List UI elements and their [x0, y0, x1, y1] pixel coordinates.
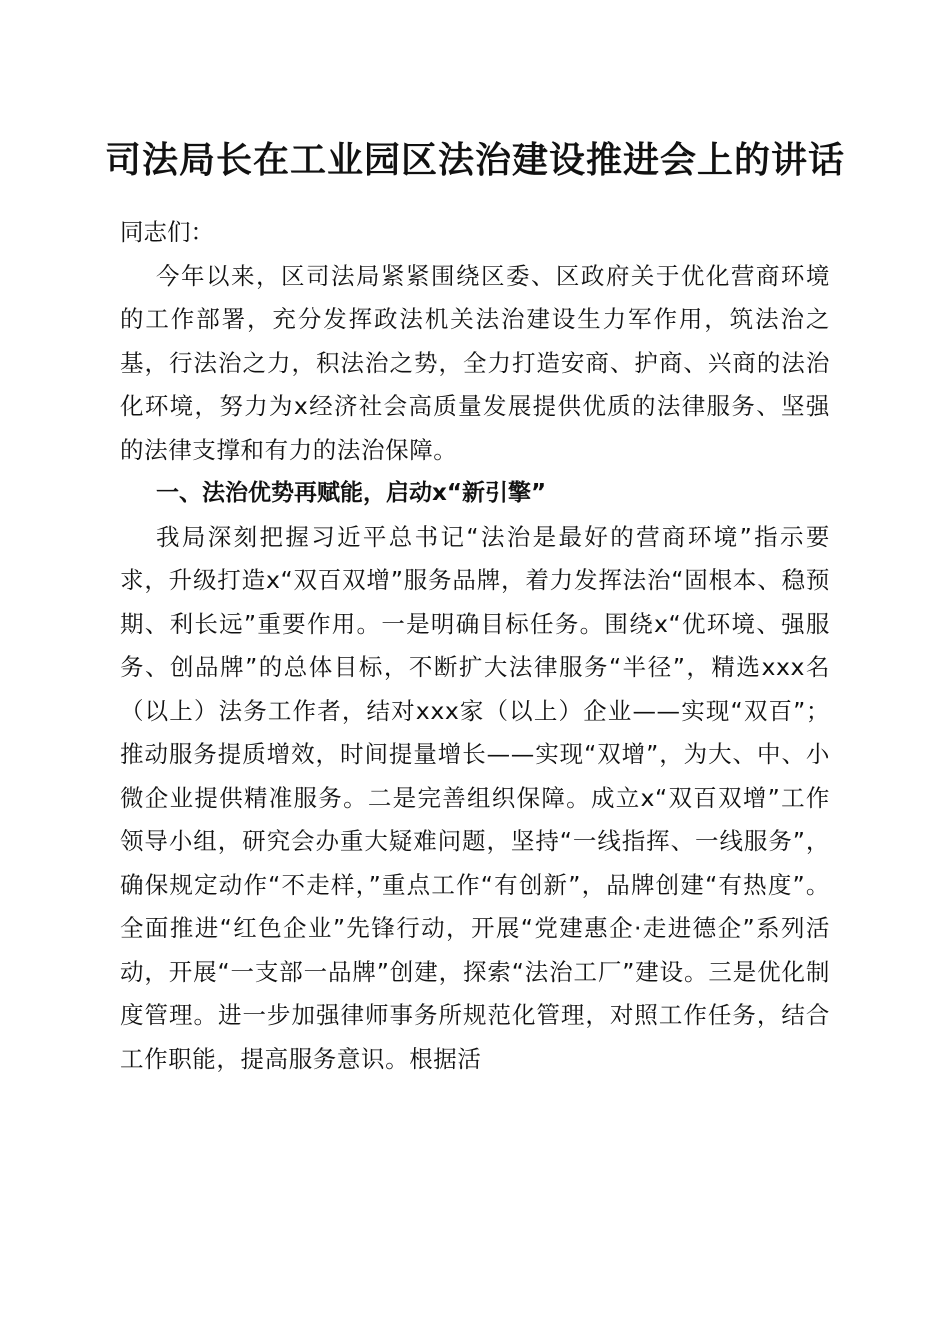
document-body	[120, 211, 830, 1081]
intro-paragraph: 今年以来，区司法局紧紧围绕区委、区政府关于优化营商环境的工作部署，充分发挥政法机关法治建设生力军作用，筑法治之基，行法治之力，积法治之势，全力打造安商、护商、兴商的法治化环境，努力为x经济社会高质量发展提供优质的法律服务、坚强的法律支撑和有力的法治保障。	[120, 261, 830, 464]
section-heading: 一、法治优势再赋能，启动x“新引擎”	[156, 480, 547, 506]
salutation: 同志们：	[120, 218, 214, 246]
document-title: 司法局长在工业园区法治建设推进会上的讲话	[104, 139, 845, 181]
section-paragraph: 我局深刻把握习近平总书记“法治是最好的营商环境”指示要求，升级打造x“双百双增”服务品牌，着力发挥法治“固根本、稳预期、利长远”重要作用。一是明确目标任务。围绕x“优环境、强服务、创品牌”的总体目标，不断扩大法律服务“半径”，精选xxx名（以上）法务工作者，结对xxx家（以上）企业——实现“双百”；推动服务提质增效，时间提量增长——实现“双增”，为大、中、小微企业提供精准服务。二是完善组织保障。成立x“双百双增”工作领导小组，研究会办重大疑难问题，坚持“一线指挥、一线服务”，确保规定动作“不走样，”重点工作“有创新”，品牌创建“有热度”。全面推进“红色企业”先锋行动，开展“党建惠企·走进德企”系列活动，开展“一支部一品牌”创建，探索“法治工厂”建设。三是优化制度管理。进一步加强律师事务所规范化管理，对照工作任务，结合工作职能，提高服务意识。根据活	[120, 522, 830, 1073]
